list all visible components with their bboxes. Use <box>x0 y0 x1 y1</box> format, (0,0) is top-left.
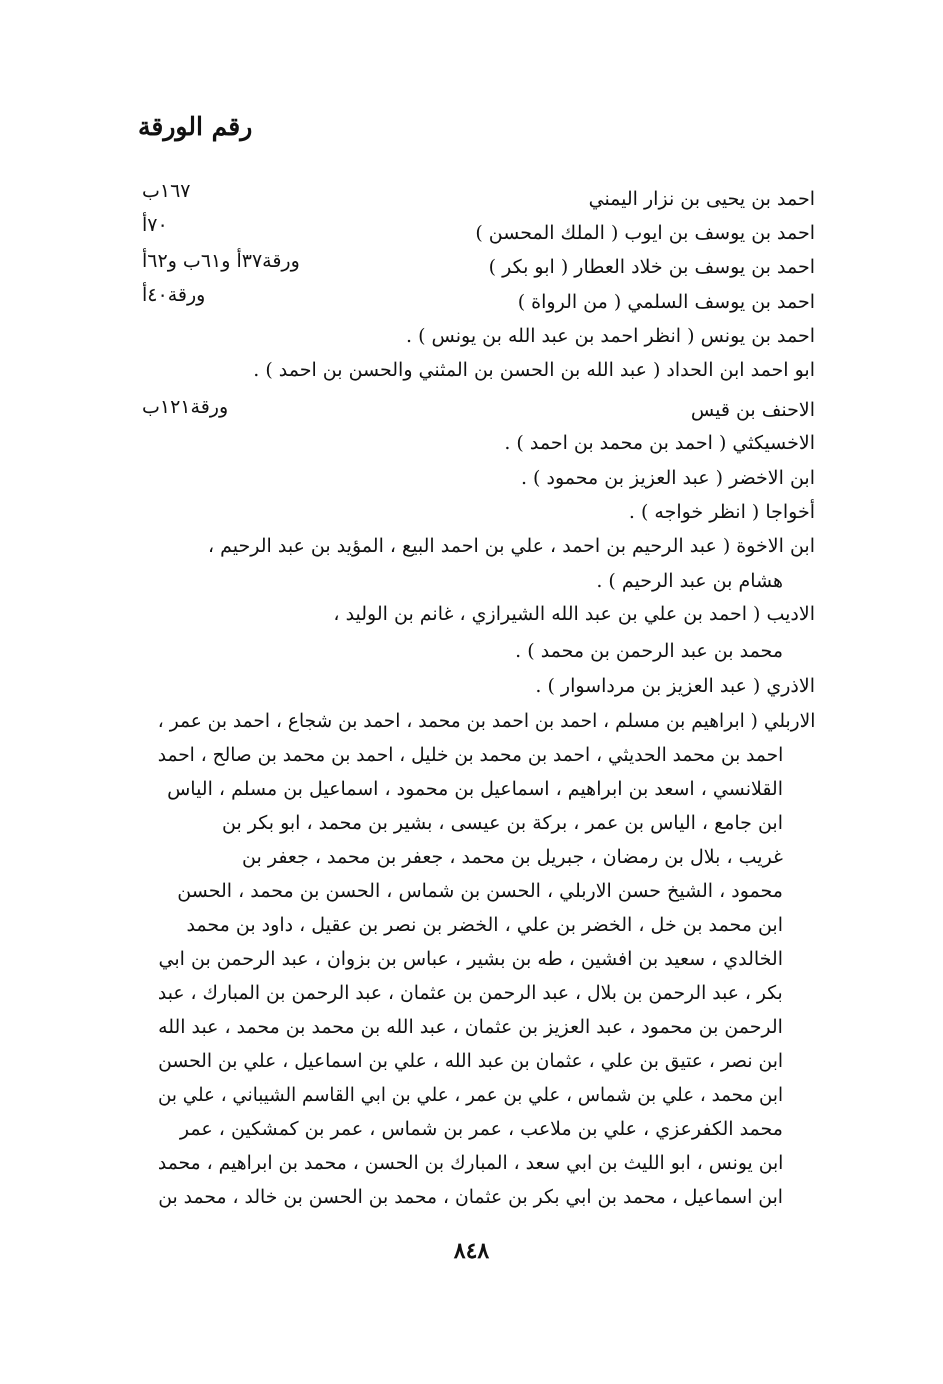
entry-line: محمد بن عبد الرحمن بن محمد ) . <box>515 640 783 662</box>
paragraph-line: ابن يونس ، ابو الليث بن ابي سعد ، المبارك بن الحسن ، محمد بن ابراهيم ، محمد <box>157 1152 783 1174</box>
page-number: ٨٤٨ <box>453 1238 490 1264</box>
entry-line: ابن الاخضر ( عبد العزيز بن محمود ) . <box>520 467 815 489</box>
entry-line: هشام بن عبد الرحيم ) . <box>596 570 783 592</box>
entry-line: احمد بن يوسف بن ايوب ( الملك المحسن ) <box>475 222 815 244</box>
entry-line: احمد بن يوسف السلمي ( من الرواة ) <box>517 291 815 313</box>
folio-ref: ورقة١٢١ب <box>142 396 229 418</box>
paragraph-line: ابن محمد بن خل ، الخضر بن علي ، الخضر بن نصر بن عقيل ، داود بن محمد <box>186 914 783 936</box>
paragraph-line: ابن نصر ، عتيق بن علي ، عثمان بن عبد الله ، علي بن اسماعيل ، علي بن الحسن <box>158 1050 783 1072</box>
paragraph-line: غريب ، بلال بن رمضان ، جبريل بن محمد ، جعفر بن محمد ، جعفر بن <box>242 846 783 868</box>
entry-line: الاديب ( احمد بن علي بن عبد الله الشيرازي ، غانم بن الوليد ، <box>333 603 815 625</box>
entry-line: الاحنف بن قيس <box>690 399 815 421</box>
paragraph-line: محمد الكفرعزي ، علي بن ملاعب ، عمر بن شماس ، عمر بن كمشكين ، عمر <box>179 1118 783 1140</box>
paragraph-line: الاربلي ( ابراهيم بن مسلم ، احمد بن احمد بن محمد ، احمد بن شجاع ، احمد بن عمر ، <box>157 710 815 732</box>
page-title: رقم الورقة <box>138 112 253 141</box>
entry-line: ابو احمد ابن الحداد ( عبد الله بن الحسن بن المثني والحسن بن احمد ) . <box>253 359 815 381</box>
entry-line: أخواجا ( انظر خواجه ) . <box>628 501 815 523</box>
paragraph-line: القلانسي ، اسعد بن ابراهيم ، اسماعيل بن محمود ، اسماعيل بن مسلم ، الياس <box>167 778 783 800</box>
paragraph-line: الرحمن بن محمود ، عبد العزيز بن عثمان ، عبد الله بن محمد بن محمد ، عبد الله <box>158 1016 783 1038</box>
paragraph-line: الخالدي ، سعيد بن افشين ، طه بن بشير ، عباس بن بزوان ، عبد الرحمن بن ابي <box>158 948 783 970</box>
paragraph-line: ابن اسماعيل ، محمد بن ابي بكر بن عثمان ، محمد بن الحسن بن خالد ، محمد بن <box>158 1186 783 1208</box>
paragraph-line: احمد بن محمد الحديثي ، احمد بن محمد بن خليل ، احمد بن محمد بن صالح ، احمد <box>157 744 783 766</box>
paragraph-line: محمود ، الشيخ حسن الاربلي ، الحسن بن شماس ، الحسن بن محمد ، الحسن <box>177 880 783 902</box>
paragraph-line: بكر ، عبد الرحمن بن بلال ، عبد الرحمن بن عثمان ، عبد الرحمن بن المبارك ، عبد <box>158 982 783 1004</box>
folio-ref: ورقة٤٠أ <box>142 284 206 306</box>
entry-line: الاخسيكثي ( احمد بن محمد بن احمد ) . <box>504 432 815 454</box>
entry-line: ابن الاخوة ( عبد الرحيم بن احمد ، علي بن احمد البيع ، المؤيد بن عبد الرحيم ، <box>207 535 815 557</box>
paragraph-line: ابن جامع ، الياس بن عمر ، بركة بن عيسى ، بشير بن محمد ، ابو بكر بن <box>221 812 783 834</box>
paragraph-line: ابن محمد ، علي بن شماس ، علي بن عمر ، علي بن ابي القاسم الشيباني ، علي بن <box>157 1084 783 1106</box>
entry-line: احمد بن يونس ( انظر احمد بن عبد الله بن يونس ) . <box>405 325 815 347</box>
folio-ref: ٧٠أ <box>142 214 168 236</box>
folio-ref: ١٦٧ب <box>142 180 191 202</box>
entry-line: الاذري ( عبد العزيز بن مرداسوار ) . <box>535 675 815 697</box>
entry-line: احمد بن يحيى بن نزار اليمني <box>588 188 815 210</box>
entry-line: احمد بن يوسف بن خلاد العطار ( ابو بكر ) <box>488 256 815 278</box>
folio-ref: ورقة٣٧أ و٦١ب و٦٢أ <box>142 250 300 272</box>
